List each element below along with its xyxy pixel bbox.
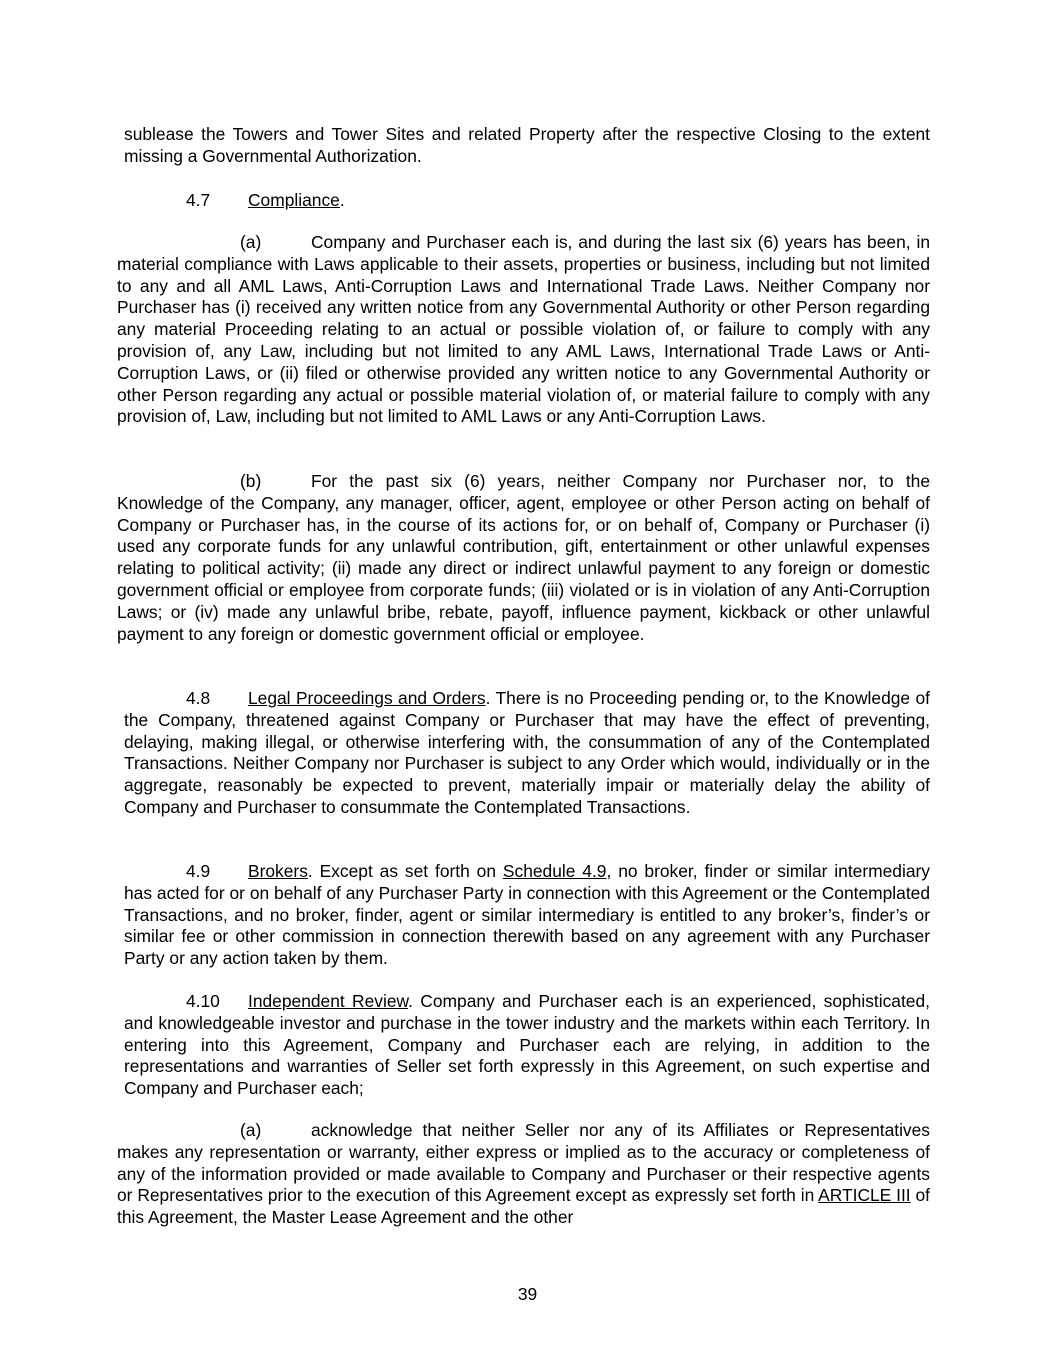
section-text: . There is no Proceeding pending or, to the Knowledge of the Company, threatened against Company or Purchaser that may have the effect of preventing, delaying, making illegal, or otherwise interfering with, the consummation of any of the Contemplated Transactions. Neither Company nor Purchaser is subject to any Order which would, individually or in the aggregate, reasonably be expected to prevent, materially impair or materially delay the ability of Company and Purchaser to consummate the Contemplated Transactions. [124,688,930,817]
subsection-label: (a) [240,1120,262,1140]
section-heading: Independent Review [248,991,409,1011]
section-4-10-a [117,1120,930,1229]
subsection-text: For the past six (6) years, neither Company nor Purchaser nor, to the Knowledge of the Company, any manager, officer, agent, employee or other Person acting on behalf of Company or Purchaser has, in the course of its actions for, or on behalf of, Company or Purchaser (i) used any corporate funds for any unlawful contribution, gift, entertainment or other unlawful expenses relating to political activity; (ii) made any direct or indirect unlawful payment to any foreign or domestic government official or employee from corporate funds; (iii) violated or is in violation of any Anti-Corruption Laws; or (iv) made any unlawful bribe, rebate, payoff, influence payment, kickback or other unlawful payment to any foreign or domestic government official or employee. [117,471,930,644]
section-4-8 [124,688,930,819]
section-text: . Company and Purchaser each is an experienced, sophisticated, and knowledgeable investor and purchase in the tower industry and the markets within each Territory. In entering into this Agreement, Company and Purchaser each are relying, in addition to the representations and warranties of Seller set forth expressly in this Agreement, on such expertise and Company and Purchaser each; [124,991,930,1099]
schedule-reference: Schedule 4.9 [502,861,607,881]
section-number: 4.7 [186,190,211,210]
subsection-text: acknowledge that neither Seller nor any of its Affiliates or Representatives makes any representation or warranty, either express or implied as to the accuracy or completeness of any of the information provided or made available to Company and Purchaser or their respective agents or Representatives prior to the execution of this Agreement except as expressly set forth in [117,1120,930,1206]
section-number: 4.8 [186,688,211,708]
section-number: 4.9 [186,861,211,881]
heading-punctuation: . [339,190,345,210]
subsection-label: (b) [240,471,262,491]
section-heading: Brokers [248,861,308,881]
continuation-paragraph [124,124,930,168]
article-reference: ARTICLE III [818,1185,911,1206]
subsection-text: Company and Purchaser each is, and during the last six (6) years has been, in material compliance with Laws applicable to their assets, properties or business, including but not limited to any and all AML Laws, Anti-Corruption Laws and International Trade Laws. Neither Company nor Purchaser has (i) received any written notice from any Governmental Authority or other Person regarding any material Proceeding relating to an actual or possible violation of, or failure to comply with any provision of, any Law, including but not limited to any AML Laws, International Trade Laws or Anti-Corruption Laws, or (ii) filed or otherwise provided any written notice to any Governmental Authority or other Person regarding any actual or possible material violation of, or material failure to comply with any provision of, Law, including but not limited to AML Laws or any Anti-Corruption Laws. [117,232,930,427]
section-4-7-a [117,232,930,428]
section-4-9 [124,861,930,970]
section-number: 4.10 [186,991,220,1011]
page-number: 39 [517,1284,538,1304]
subsection-text-continued: of this Agreement, the Master Lease Agreement and the other [117,1185,930,1228]
section-heading: Legal Proceedings and Orders [248,688,486,708]
continuation-text: sublease the Towers and Tower Sites and related Property after the respective Closing to the extent missing a Governmental Authorization. [124,124,930,166]
section-text: . Except as set forth on [307,861,503,881]
section-4-7-heading [124,190,930,212]
section-text-continued: , no broker, finder or similar intermediary has acted for or on behalf of any Purchaser Party in connection with this Agreement or the Contemplated Transactions, and no broker, finder, agent or similar intermediary is entitled to any broker’s, finder’s or similar fee or other commission in connection therewith based on any agreement with any Purchaser Party or any action taken by them. [124,861,930,969]
subsection-label: (a) [240,232,262,252]
section-heading: Compliance [248,190,340,210]
section-4-10 [124,991,930,1100]
section-4-7-b [117,471,930,645]
